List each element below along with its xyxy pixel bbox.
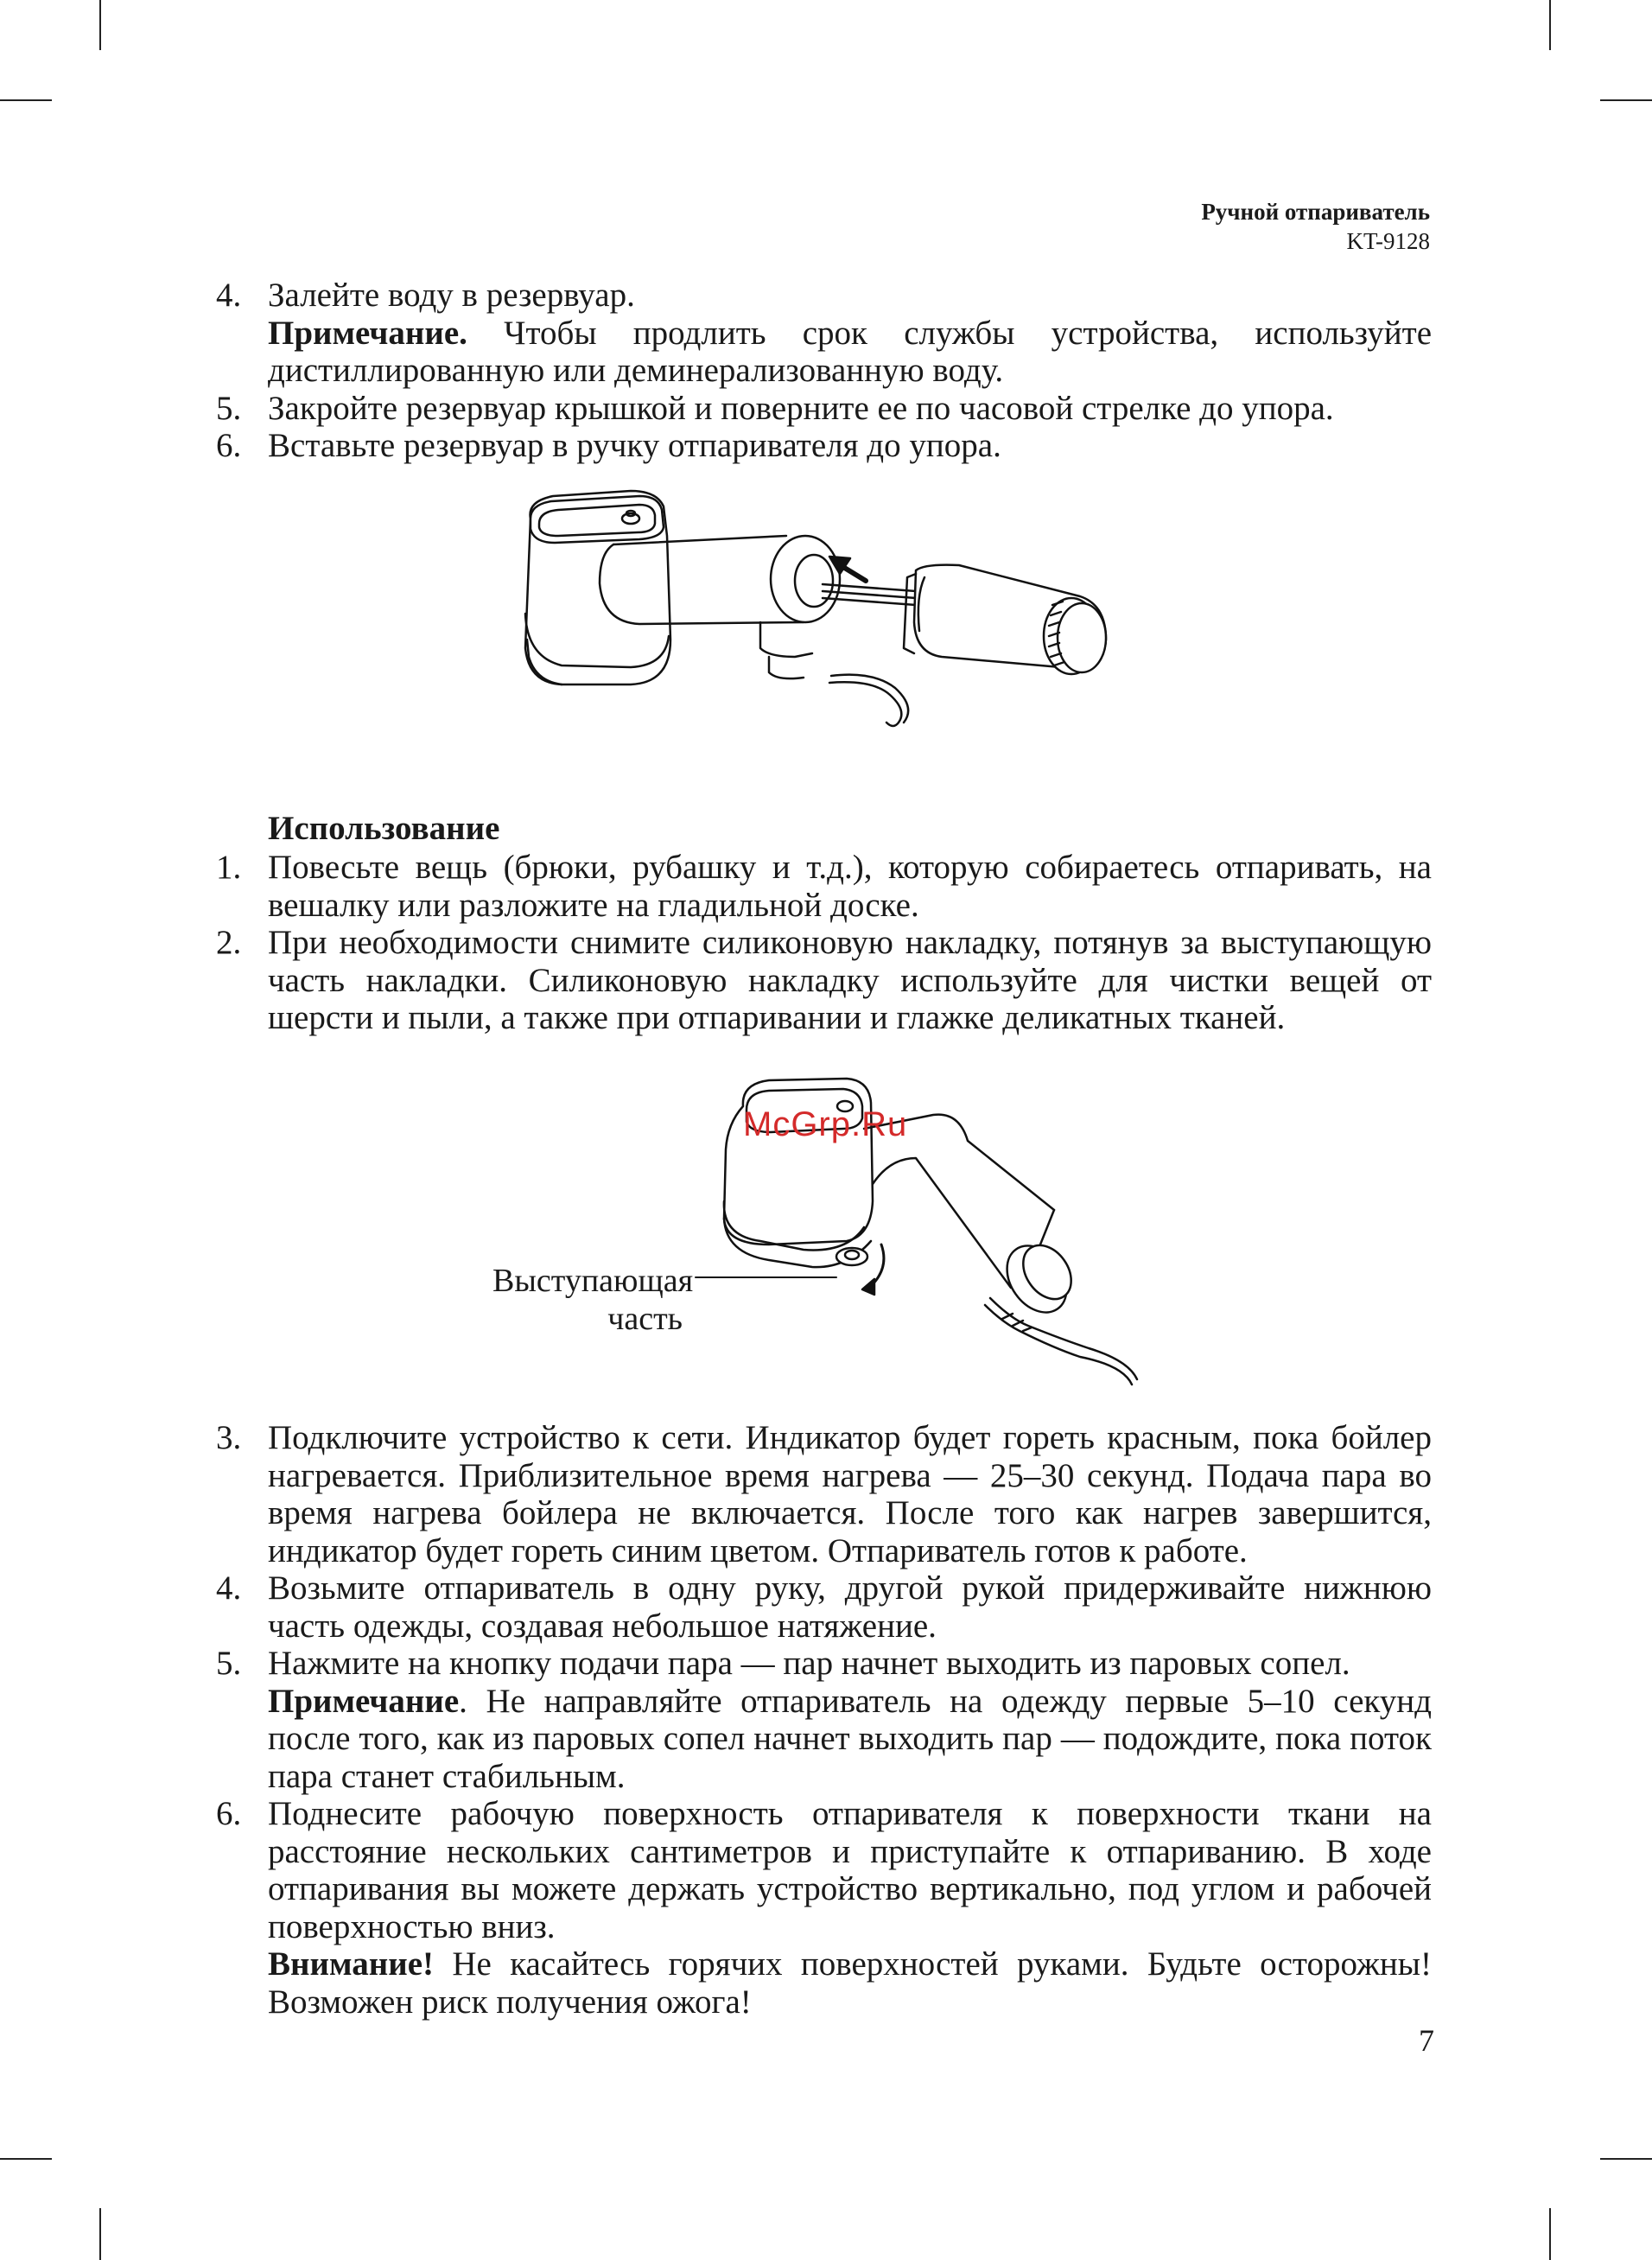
list-item [216, 1795, 1432, 1945]
note-label: Примечание [268, 1682, 460, 1720]
item-text: Залейте воду в резервуар. [268, 277, 635, 314]
figure-reservoir-insertion [510, 484, 1132, 795]
item-number: 4. [216, 1569, 242, 1607]
item-text: Поднесите рабочую поверхность отпаривателя к поверхности ткани на расстояние нескольких сантиметров и приступайте к отпариванию. В ходе отпаривания вы можете держать устройство вертикально, под углом и рабочей поверхностью вниз. [268, 1795, 1432, 1945]
item-number: 3. [216, 1419, 242, 1456]
item-text: Вставьте резервуар в ручку отпаривателя до упора. [268, 427, 1001, 464]
crop-mark [0, 2158, 52, 2160]
crop-mark [1549, 2208, 1551, 2260]
warning-text: Не касайтесь горячих поверхностей руками. Будьте осторожны! Возможен риск получения ожога! [268, 1945, 1432, 2021]
warning-label: Внимание! [268, 1945, 434, 1983]
page-number: 7 [1419, 2023, 1434, 2058]
crop-mark [99, 0, 101, 50]
item-number: 5. [216, 389, 242, 427]
list-item [216, 277, 1432, 315]
warning [216, 1945, 1432, 2021]
item-number: 4. [216, 277, 242, 314]
item-number: 6. [216, 1795, 242, 1832]
list-item [216, 924, 1432, 1037]
item-text: Закройте резервуар крышкой и поверните ее по часовой стрелке до упора. [268, 389, 1334, 427]
crop-mark [1549, 0, 1551, 50]
item-text: Нажмите на кнопку подачи пара — пар начнет выходить из паровых сопел. [268, 1645, 1350, 1682]
crop-mark [0, 99, 52, 101]
item-number: 6. [216, 427, 242, 464]
item-text: Подключите устройство к сети. Индикатор будет гореть красным, пока бойлер нагревается. Приблизительное время нагрева — 25–30 секунд. Подача пара во время нагрева бойлера не включается. После того как нагрев завершится, индикатор будет гореть синим цветом. Отпариватель готов к работе. [268, 1419, 1432, 1569]
section-heading: Использование [268, 810, 500, 847]
top-steps-list [216, 277, 1432, 465]
crop-mark [99, 2208, 101, 2260]
item-number: 1. [216, 849, 242, 886]
note-label: Примечание. [268, 314, 467, 352]
item-number: 5. [216, 1645, 242, 1682]
running-header [1201, 197, 1430, 256]
list-item [216, 427, 1432, 465]
list-item [216, 1645, 1432, 1683]
list-item [216, 390, 1432, 428]
crop-mark [1600, 99, 1652, 101]
note [216, 315, 1432, 390]
item-text: Повесьте вещь (брюки, рубашку и т.д.), которую собираетесь отпаривать, на вешалку или разложите на гладильной доске. [268, 849, 1432, 924]
item-text: Возьмите отпариватель в одну руку, другой рукой придерживайте нижнюю часть одежды, создавая небольшое натяжение. [268, 1569, 1432, 1645]
header-model: KT-9128 [1346, 228, 1430, 254]
item-number: 2. [216, 924, 242, 961]
usage-steps-list [216, 849, 1432, 1037]
note-text: . Не направляйте отпариватель на одежду первые 5–10 секунд после того, как из паровых сопел начнет выходить пар — подождите, пока поток пара станет стабильным. [268, 1682, 1432, 1795]
crop-mark [1600, 2158, 1652, 2160]
header-title: Ручной отпариватель [1201, 199, 1430, 225]
list-item [216, 1569, 1432, 1645]
caption-text: Выступающая часть [492, 1263, 694, 1337]
usage-steps-list-2 [216, 1419, 1432, 2021]
watermark: McGrp.Ru [743, 1105, 908, 1143]
figure-caption [449, 1262, 694, 1338]
note [216, 1683, 1432, 1796]
note-text: Чтобы продлить срок службы устройства, используйте дистиллированную или деминерализованную воду. [268, 314, 1432, 389]
list-item [216, 1419, 1432, 1569]
item-text: При необходимости снимите силиконовую накладку, потянув за выступающую часть накладки. Силиконовую накладку используйте для чистки вещей от шерсти и пыли, а также при отпаривании и глажке деликатных тканей. [268, 924, 1432, 1036]
list-item [216, 849, 1432, 924]
